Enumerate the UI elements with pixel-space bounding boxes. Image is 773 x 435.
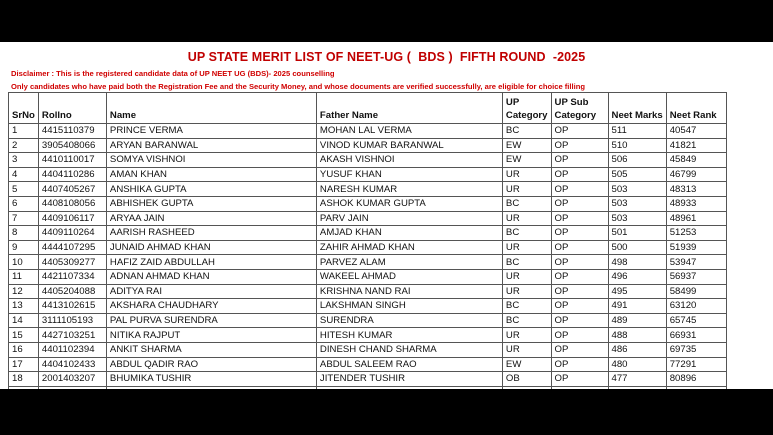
cell-marks: 488 bbox=[608, 328, 666, 343]
table-row bbox=[9, 372, 727, 387]
cell-rollno: 4427103251 bbox=[38, 328, 106, 343]
cell-cat: OB bbox=[502, 372, 551, 387]
cell-cat: BC bbox=[502, 255, 551, 270]
cell-marks: 511 bbox=[608, 124, 666, 139]
table-row bbox=[9, 138, 727, 153]
merit-list-table bbox=[8, 92, 727, 401]
table-row bbox=[9, 182, 727, 197]
cell-rollno: 4409110264 bbox=[38, 226, 106, 241]
cell-srno: 15 bbox=[9, 328, 39, 343]
cell-subcat: OP bbox=[551, 182, 608, 197]
table-row bbox=[9, 299, 727, 314]
cell-srno: 4 bbox=[9, 167, 39, 182]
cell-name: ABHISHEK GUPTA bbox=[106, 196, 316, 211]
cell-rank: 41821 bbox=[666, 138, 726, 153]
cell-rollno: 4407405267 bbox=[38, 182, 106, 197]
cell-srno: 3 bbox=[9, 153, 39, 168]
cell-rollno: 4405204088 bbox=[38, 284, 106, 299]
cell-srno: 16 bbox=[9, 342, 39, 357]
merit-list-document bbox=[0, 42, 773, 389]
cell-name: AMAN KHAN bbox=[106, 167, 316, 182]
cell-father: SURENDRA bbox=[316, 313, 502, 328]
cell-father: AKASH VISHNOI bbox=[316, 153, 502, 168]
cell-rank: 51253 bbox=[666, 226, 726, 241]
cell-marks: 503 bbox=[608, 196, 666, 211]
cell-rollno: 4408108056 bbox=[38, 196, 106, 211]
cell-father: DINESH CHAND SHARMA bbox=[316, 342, 502, 357]
eligibility-note: Only candidates who have paid both the Registration Fee and the Security Money, and whose documents are verified successfully, are eligible for choice filling bbox=[11, 82, 586, 91]
cell-father: NARESH KUMAR bbox=[316, 182, 502, 197]
cell-cat: BC bbox=[502, 226, 551, 241]
cell-marks: 495 bbox=[608, 284, 666, 299]
cell-father: AMJAD KHAN bbox=[316, 226, 502, 241]
cell-marks: 489 bbox=[608, 313, 666, 328]
cell-rollno: 3111105193 bbox=[38, 313, 106, 328]
cell-cat: UR bbox=[502, 328, 551, 343]
cell-father: PARV JAIN bbox=[316, 211, 502, 226]
table-row bbox=[9, 240, 727, 255]
cell-srno: 6 bbox=[9, 196, 39, 211]
cell-rollno: 4404110286 bbox=[38, 167, 106, 182]
black-letterbox bbox=[0, 389, 773, 435]
table-row bbox=[9, 211, 727, 226]
header-neet-marks: Neet Marks bbox=[608, 93, 666, 124]
cell-marks: 486 bbox=[608, 342, 666, 357]
cell-subcat: OP bbox=[551, 313, 608, 328]
table-header-row bbox=[9, 93, 727, 124]
cell-subcat: OP bbox=[551, 240, 608, 255]
cell-name: NITIKA RAJPUT bbox=[106, 328, 316, 343]
cell-father: JITENDER TUSHIR bbox=[316, 372, 502, 387]
cell-subcat: OP bbox=[551, 342, 608, 357]
cell-rank: 80896 bbox=[666, 372, 726, 387]
table-row bbox=[9, 124, 727, 139]
cell-srno: 9 bbox=[9, 240, 39, 255]
cell-name: HAFIZ ZAID ABDULLAH bbox=[106, 255, 316, 270]
cell-rank: 66931 bbox=[666, 328, 726, 343]
cell-srno: 7 bbox=[9, 211, 39, 226]
cell-cat: UR bbox=[502, 284, 551, 299]
cell-cat: UR bbox=[502, 211, 551, 226]
table-row bbox=[9, 255, 727, 270]
cell-rollno: 4401102394 bbox=[38, 342, 106, 357]
cell-rank: 56937 bbox=[666, 269, 726, 284]
cell-marks: 498 bbox=[608, 255, 666, 270]
cell-rank: 53947 bbox=[666, 255, 726, 270]
cell-rollno: 4415110379 bbox=[38, 124, 106, 139]
cell-srno: 13 bbox=[9, 299, 39, 314]
cell-srno: 18 bbox=[9, 372, 39, 387]
cell-srno: 1 bbox=[9, 124, 39, 139]
cell-rank: 40547 bbox=[666, 124, 726, 139]
cell-name: ANSHIKA GUPTA bbox=[106, 182, 316, 197]
cell-subcat: OP bbox=[551, 269, 608, 284]
cell-cat: UR bbox=[502, 182, 551, 197]
header-neet-rank: Neet Rank bbox=[666, 93, 726, 124]
cell-cat: BC bbox=[502, 196, 551, 211]
cell-subcat: OP bbox=[551, 124, 608, 139]
cell-rank: 51939 bbox=[666, 240, 726, 255]
cell-marks: 500 bbox=[608, 240, 666, 255]
header-rollno: Rollno bbox=[38, 93, 106, 124]
table-row bbox=[9, 313, 727, 328]
cell-rollno: 4413102615 bbox=[38, 299, 106, 314]
cell-cat: UR bbox=[502, 167, 551, 182]
cell-name: ADITYA RAI bbox=[106, 284, 316, 299]
cell-cat: EW bbox=[502, 153, 551, 168]
cell-srno: 2 bbox=[9, 138, 39, 153]
cell-rank: 58499 bbox=[666, 284, 726, 299]
cell-marks: 510 bbox=[608, 138, 666, 153]
cell-rollno: 4421107334 bbox=[38, 269, 106, 284]
cell-rank: 48961 bbox=[666, 211, 726, 226]
header-up-sub-category: UP Sub Category bbox=[551, 93, 608, 124]
table-row bbox=[9, 328, 727, 343]
cell-subcat: OP bbox=[551, 372, 608, 387]
cell-name: AKSHARA CHAUDHARY bbox=[106, 299, 316, 314]
header-father-name: Father Name bbox=[316, 93, 502, 124]
cell-srno: 8 bbox=[9, 226, 39, 241]
cell-name: ABDUL QADIR RAO bbox=[106, 357, 316, 372]
cell-rollno: 4409106117 bbox=[38, 211, 106, 226]
cell-rank: 48933 bbox=[666, 196, 726, 211]
cell-subcat: OP bbox=[551, 284, 608, 299]
cell-father: ABDUL SALEEM RAO bbox=[316, 357, 502, 372]
cell-marks: 503 bbox=[608, 182, 666, 197]
table-row bbox=[9, 269, 727, 284]
header-srno: SrNo bbox=[9, 93, 39, 124]
cell-name: SOMYA VISHNOI bbox=[106, 153, 316, 168]
cell-rollno: 4444107295 bbox=[38, 240, 106, 255]
cell-father: VINOD KUMAR BARANWAL bbox=[316, 138, 502, 153]
cell-subcat: OP bbox=[551, 226, 608, 241]
cell-father: MOHAN LAL VERMA bbox=[316, 124, 502, 139]
disclaimer-line: Disclaimer : This is the registered candidate data of UP NEET UG (BDS)- 2025 counselling bbox=[11, 69, 335, 78]
cell-cat: UR bbox=[502, 269, 551, 284]
cell-rollno: 3905408066 bbox=[38, 138, 106, 153]
cell-rank: 48313 bbox=[666, 182, 726, 197]
cell-rank: 69735 bbox=[666, 342, 726, 357]
cell-marks: 480 bbox=[608, 357, 666, 372]
cell-srno: 10 bbox=[9, 255, 39, 270]
cell-srno: 17 bbox=[9, 357, 39, 372]
cell-rollno: 4410110017 bbox=[38, 153, 106, 168]
cell-name: ANKIT SHARMA bbox=[106, 342, 316, 357]
cell-name: ARYAA JAIN bbox=[106, 211, 316, 226]
cell-father: PARVEZ ALAM bbox=[316, 255, 502, 270]
cell-rollno: 2001403207 bbox=[38, 372, 106, 387]
cell-subcat: OP bbox=[551, 167, 608, 182]
cell-father: ASHOK KUMAR GUPTA bbox=[316, 196, 502, 211]
table-row bbox=[9, 167, 727, 182]
header-up-category: UP Category bbox=[502, 93, 551, 124]
cell-subcat: OP bbox=[551, 153, 608, 168]
cell-rank: 77291 bbox=[666, 357, 726, 372]
cell-marks: 501 bbox=[608, 226, 666, 241]
cell-rank: 45849 bbox=[666, 153, 726, 168]
table-row bbox=[9, 357, 727, 372]
cell-father: YUSUF KHAN bbox=[316, 167, 502, 182]
cell-name: JUNAID AHMAD KHAN bbox=[106, 240, 316, 255]
cell-subcat: OP bbox=[551, 196, 608, 211]
cell-cat: BC bbox=[502, 313, 551, 328]
cell-name: PAL PURVA SURENDRA bbox=[106, 313, 316, 328]
cell-subcat: OP bbox=[551, 299, 608, 314]
cell-name: AARISH RASHEED bbox=[106, 226, 316, 241]
cell-subcat: OP bbox=[551, 211, 608, 226]
cell-subcat: OP bbox=[551, 255, 608, 270]
cell-father: KRISHNA NAND RAI bbox=[316, 284, 502, 299]
cell-cat: UR bbox=[502, 342, 551, 357]
table-row bbox=[9, 284, 727, 299]
cell-marks: 496 bbox=[608, 269, 666, 284]
cell-name: ARYAN BARANWAL bbox=[106, 138, 316, 153]
cell-rollno: 4405309277 bbox=[38, 255, 106, 270]
cell-father: HITESH KUMAR bbox=[316, 328, 502, 343]
cell-father: ZAHIR AHMAD KHAN bbox=[316, 240, 502, 255]
cell-srno: 14 bbox=[9, 313, 39, 328]
cell-srno: 5 bbox=[9, 182, 39, 197]
document-title: UP STATE MERIT LIST OF NEET-UG ( BDS ) FIFTH ROUND -2025 bbox=[187, 50, 586, 64]
cell-name: ADNAN AHMAD KHAN bbox=[106, 269, 316, 284]
cell-cat: UR bbox=[502, 240, 551, 255]
table-row bbox=[9, 226, 727, 241]
cell-srno: 12 bbox=[9, 284, 39, 299]
cell-father: WAKEEL AHMAD bbox=[316, 269, 502, 284]
cell-marks: 505 bbox=[608, 167, 666, 182]
header-name: Name bbox=[106, 93, 316, 124]
cell-rollno: 4404102433 bbox=[38, 357, 106, 372]
table-row bbox=[9, 342, 727, 357]
cell-srno: 11 bbox=[9, 269, 39, 284]
cell-cat: BC bbox=[502, 124, 551, 139]
cell-rank: 65745 bbox=[666, 313, 726, 328]
cell-subcat: OP bbox=[551, 138, 608, 153]
cell-name: PRINCE VERMA bbox=[106, 124, 316, 139]
cell-cat: EW bbox=[502, 138, 551, 153]
cell-rank: 46799 bbox=[666, 167, 726, 182]
cell-marks: 503 bbox=[608, 211, 666, 226]
cell-marks: 477 bbox=[608, 372, 666, 387]
cell-cat: EW bbox=[502, 357, 551, 372]
cell-subcat: OP bbox=[551, 328, 608, 343]
table-row bbox=[9, 153, 727, 168]
cell-father: LAKSHMAN SINGH bbox=[316, 299, 502, 314]
cell-subcat: OP bbox=[551, 357, 608, 372]
cell-marks: 506 bbox=[608, 153, 666, 168]
cell-name: BHUMIKA TUSHIR bbox=[106, 372, 316, 387]
cell-cat: BC bbox=[502, 299, 551, 314]
cell-rank: 63120 bbox=[666, 299, 726, 314]
cell-marks: 491 bbox=[608, 299, 666, 314]
table-row bbox=[9, 196, 727, 211]
